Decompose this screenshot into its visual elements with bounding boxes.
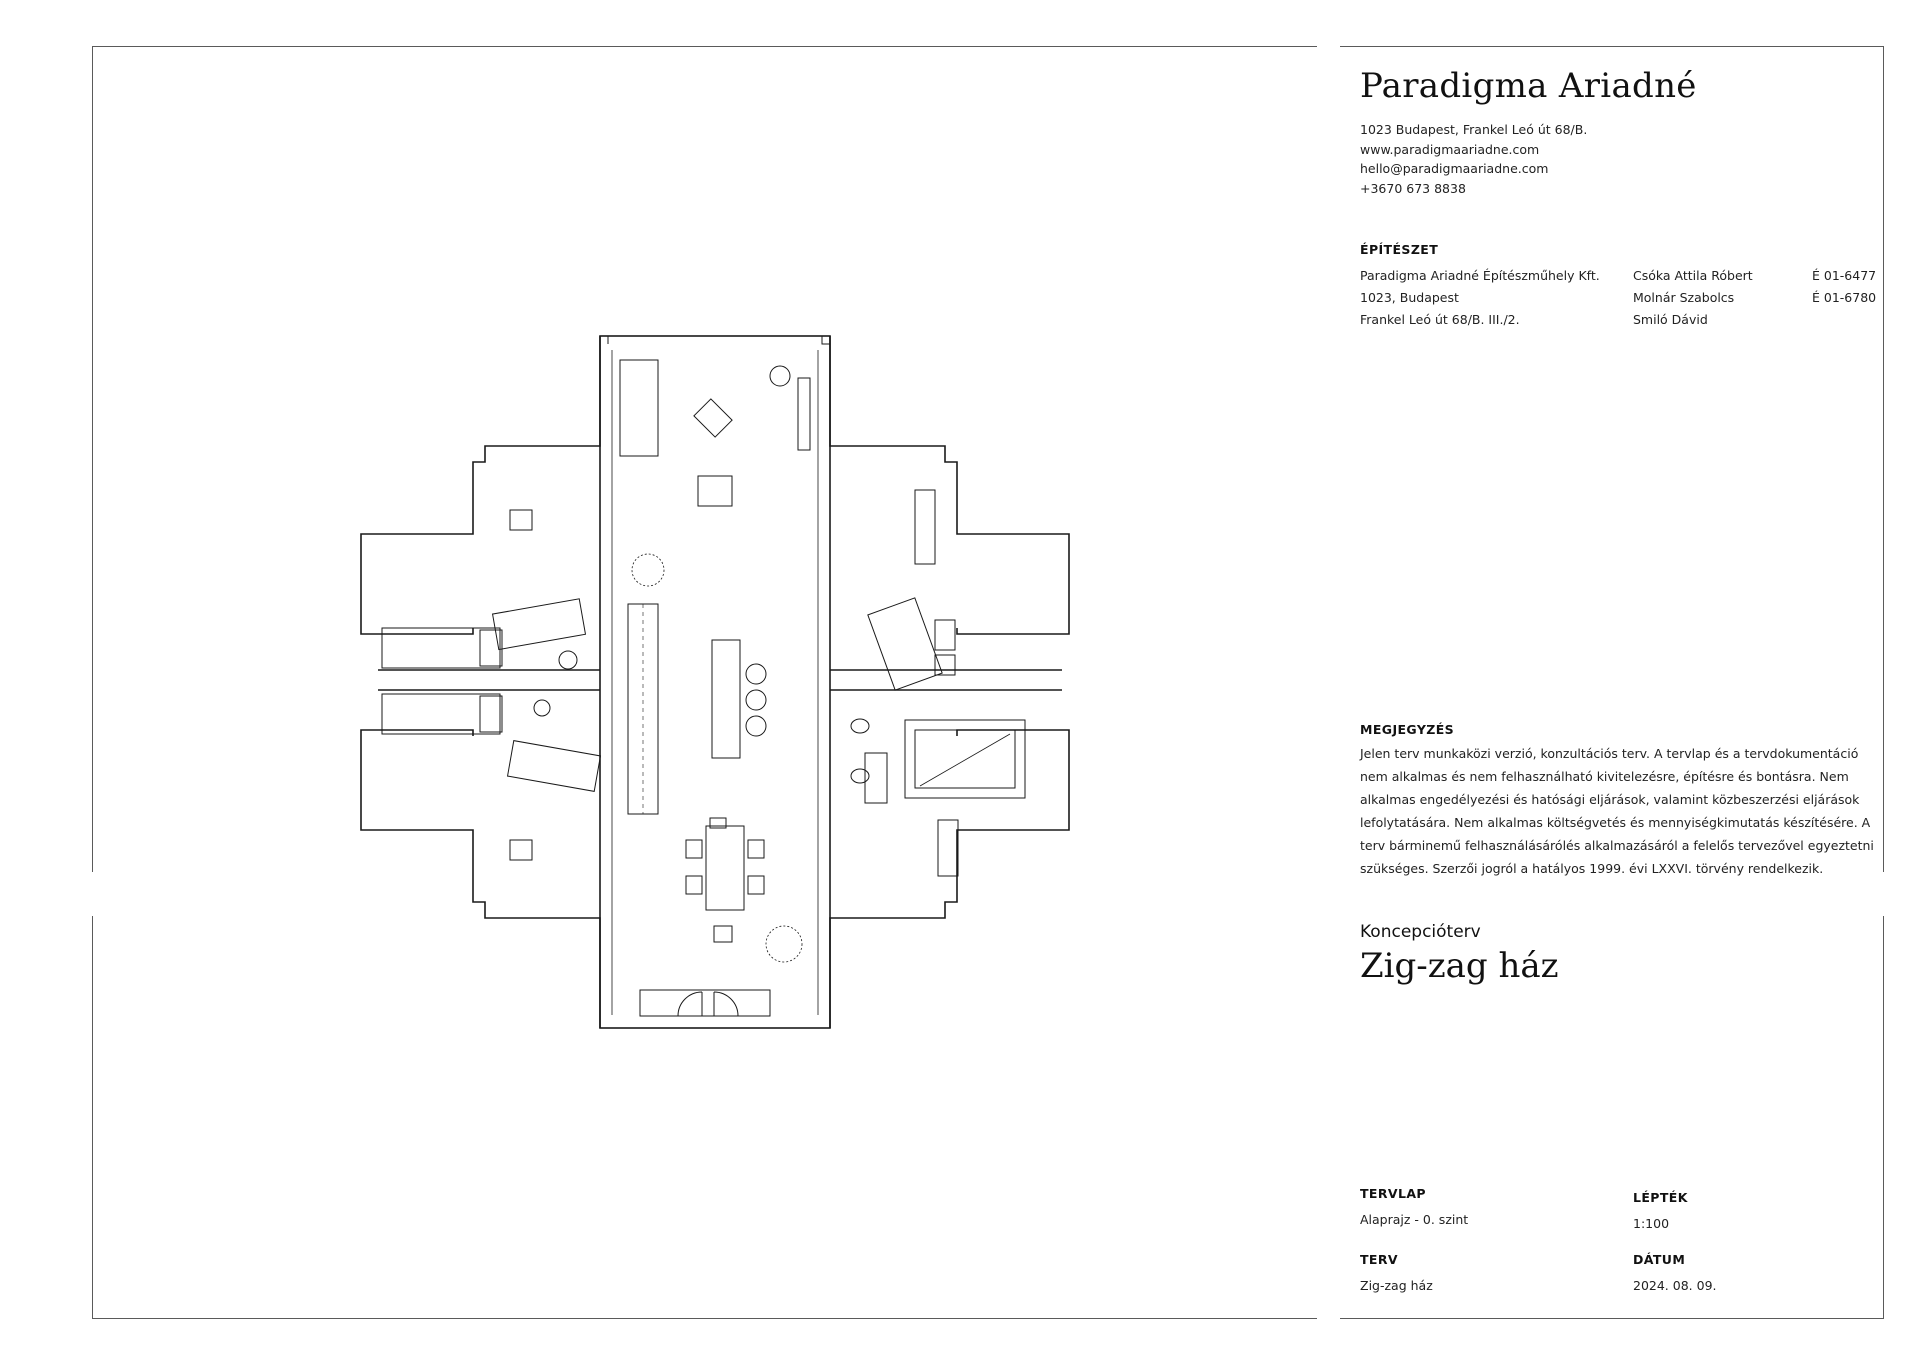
architect-name: Molnár Szabolcs: [1633, 290, 1735, 305]
architect-license: É 01-6780: [1812, 290, 1877, 305]
frame-bottom-left: [92, 1318, 1317, 1319]
architect-license: É 01-6477: [1812, 268, 1877, 283]
date-label: DÁTUM: [1633, 1252, 1686, 1267]
company-line: Frankel Leó út 68/B. III./2.: [1360, 312, 1520, 327]
firm-website[interactable]: www.paradigmaariadne.com: [1360, 141, 1540, 157]
project-subtitle: Koncepcióterv: [1360, 922, 1481, 942]
firm-name: Paradigma Ariadné: [1360, 66, 1697, 106]
frame-top-right: [1340, 46, 1884, 47]
date-value: 2024. 08. 09.: [1633, 1278, 1717, 1293]
architecture-heading: ÉPÍTÉSZET: [1360, 242, 1439, 257]
note-heading: MEGJEGYZÉS: [1360, 722, 1455, 737]
firm-address: 1023 Budapest, Frankel Leó út 68/B.: [1360, 122, 1588, 137]
company-line: 1023, Budapest: [1360, 290, 1459, 305]
architecture-table: [1360, 268, 1880, 334]
company-line: Paradigma Ariadné Építészműhely Kft.: [1360, 268, 1600, 283]
frame-top-left: [92, 46, 1317, 47]
firm-email[interactable]: hello@paradigmaariadne.com: [1360, 161, 1549, 176]
architecture-row: [1360, 312, 1880, 334]
floor-plan-svg: [360, 330, 1080, 1050]
architect-name: Smiló Dávid: [1633, 312, 1708, 327]
firm-contact: [1360, 120, 1587, 198]
frame-left-upper: [92, 46, 93, 872]
plan-value: Zig-zag ház: [1360, 1278, 1433, 1293]
plan-label: TERV: [1360, 1252, 1398, 1267]
scale-value: 1:100: [1633, 1216, 1670, 1231]
frame-right-lower: [1883, 916, 1884, 1318]
note-text: Jelen terv munkaközi verzió, konzultációs terv. A tervlap és a tervdokumentáció nem alkalmas és nem felhasználható kivitelezésre, építésre és bontásra. Nem alkalmas engedélyezési és hatósági eljárások, valamint közbeszerzési eljárások lefolytatására. Nem alkalmas költségvetés és mennyiségkimutatás készítésére. A terv bárminemű felhasználásárólés alkalmazásáról a felelős tervezővel egyeztetni szükséges. Szerzői jogról a hatályos 1999. évi LXXVI. törvény rendelkezik.: [1360, 746, 1874, 876]
frame-bottom-right: [1340, 1318, 1884, 1319]
sheet-label: TERVLAP: [1360, 1186, 1426, 1201]
frame-left-lower: [92, 916, 93, 1318]
firm-phone: +3670 673 8838: [1360, 180, 1466, 196]
frame-right-upper: [1883, 46, 1884, 872]
architecture-row: [1360, 290, 1880, 312]
sheet-value: Alaprajz - 0. szint: [1360, 1212, 1469, 1227]
architecture-row: [1360, 268, 1880, 290]
scale-label: LÉPTÉK: [1633, 1190, 1688, 1205]
floor-plan-drawing: [360, 330, 1080, 1050]
project-title: Zig-zag ház: [1360, 946, 1559, 986]
architect-name: Csóka Attila Róbert: [1633, 268, 1753, 283]
